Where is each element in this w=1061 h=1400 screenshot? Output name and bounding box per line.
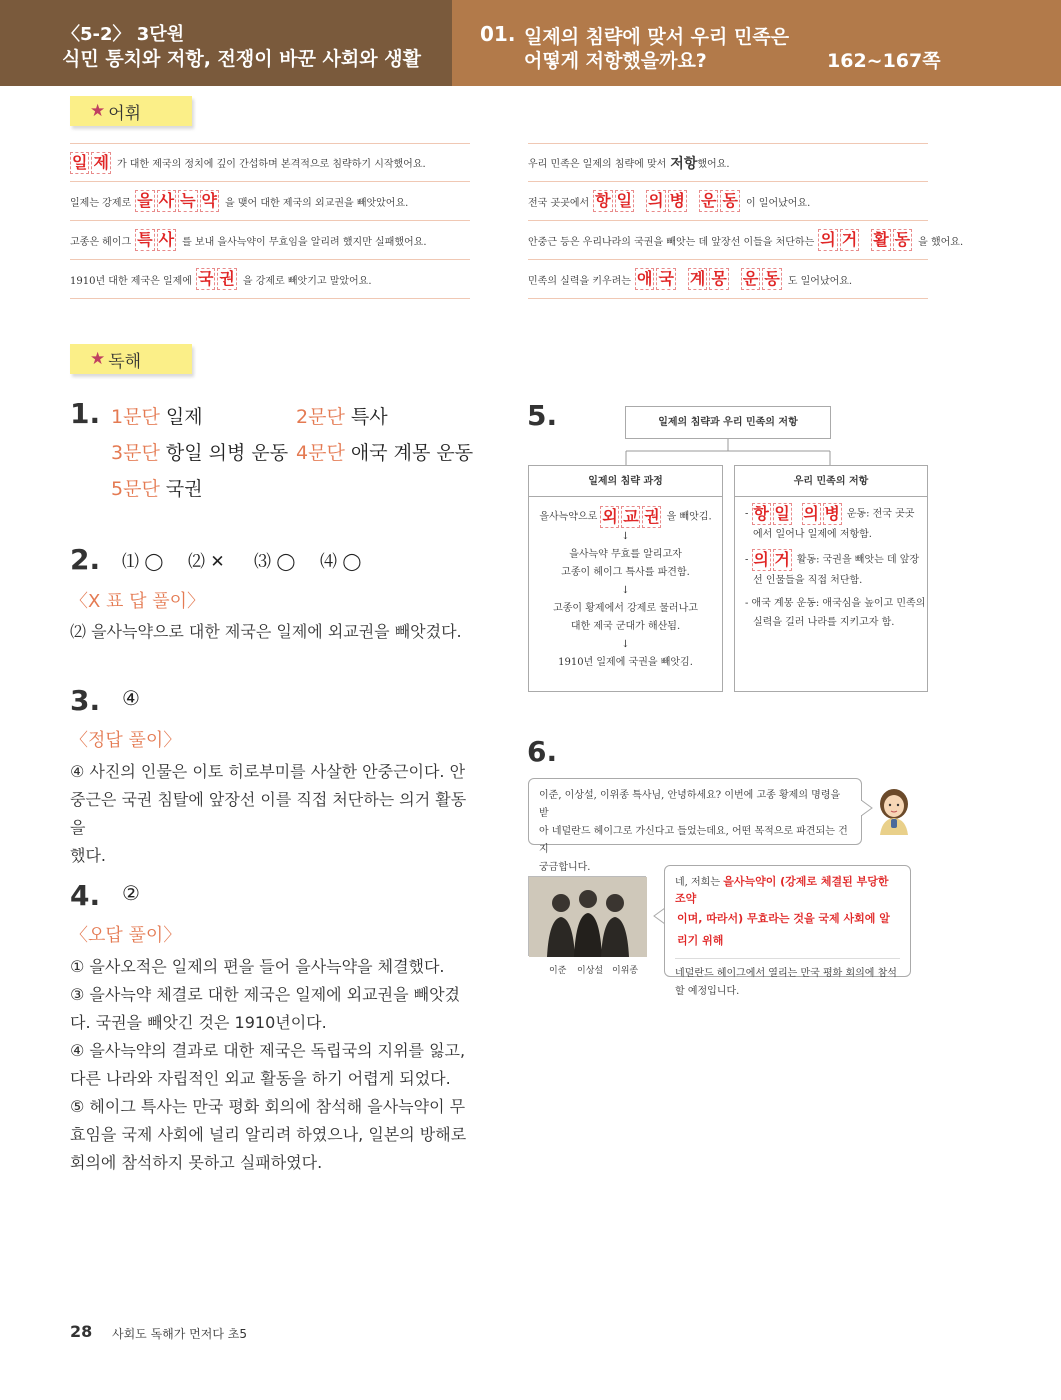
question-bubble: 이준, 이상설, 이위종 특사님, 안녕하세요? 이번에 고종 황제의 명령을 받 아 네덜란드 헤이그로 가신다고 들었는데요, 어떤 목적으로 파견되는 건지 궁금합니다. <box>528 778 862 845</box>
answer-line: 네, 저희는 을사늑약이 (강제로 체결된 부당한 조약 <box>675 875 889 905</box>
photo-caption-2: 이상설 <box>577 966 604 976</box>
vocab-left-row: 일제는 강제로 을 사 늑 약 을 맺어 대한 제국의 외교권을 빼앗았어요. <box>70 182 470 221</box>
arrow-down-icon: ↓ <box>621 531 630 542</box>
resistance-item-cont: 실력을 길러 나라를 지키고자 함. <box>753 617 895 628</box>
resistance-box <box>734 465 928 692</box>
q3-explanation: ④ 사진의 인물은 이토 히로부미를 사살한 안중근이다. 안 중근은 국권 침탈에 앞장선 이를 직접 처단하는 의거 활동을 했다. <box>70 762 467 865</box>
photo-caption-3: 이위종 <box>612 966 639 976</box>
lesson-number: 01. <box>480 22 516 46</box>
vocab-text: 도 일어났어요. <box>787 275 853 287</box>
unit-header <box>0 0 452 86</box>
resistance-item-cont: 선 인물들을 직접 처단함. <box>753 575 863 586</box>
answer-line: 네덜란드 헤이그에서 열리는 만국 평화 회의에 참석 <box>675 958 900 983</box>
vocab-text: 우리 민족은 일제의 침략에 맞서 <box>528 159 667 170</box>
vocab-right-row <box>528 221 964 260</box>
lesson-title-line1: 일제의 침략에 맞서 우리 민족은 <box>524 26 790 48</box>
q4-subhead: 〈오답 풀이〉 <box>70 925 182 946</box>
vocab-left-row: 일 제 가 대한 제국의 정치에 깊이 간섭하며 본격적으로 침략하기 시작했어요. <box>70 143 470 182</box>
keyword-boxes: 의 거 활 동 <box>820 230 911 249</box>
bubble-tail-icon <box>861 800 873 816</box>
question-number: 4. <box>70 879 101 912</box>
vocab-left-row: 고종은 헤이그 특 사 를 보내 을사늑약이 무효임을 알리려 했지만 실패했어요. <box>70 221 470 260</box>
keyword-boxes: 을 사 늑 약 <box>137 191 218 210</box>
vocab-text: 했어요. <box>697 159 730 170</box>
diagram-title: 일제의 침략과 우리 민족의 저항 <box>625 406 831 439</box>
answer-handwritten: 이며, 따라서) 무효라는 것을 국제 사회에 알리기 위해 <box>677 912 890 947</box>
keyword-boxes: 일 제 <box>72 152 109 172</box>
q2-subhead: 〈X 표 답 풀이〉 <box>70 591 206 612</box>
resistance-box-title: 우리 민족의 저항 <box>735 466 927 497</box>
question-number: 6. <box>527 735 558 768</box>
q1-item: 1문단 일제 <box>111 406 203 428</box>
flow-step: 1910년 일제에 국권을 빼앗김. <box>558 657 693 668</box>
historical-photo <box>528 876 646 956</box>
arrow-down-icon: ↓ <box>621 639 630 650</box>
star-icon: ★ <box>90 101 106 121</box>
q2-answer: ⑶ ◯ <box>254 552 296 572</box>
vocab-text: 을 했어요. <box>918 236 964 248</box>
question-number: 1. <box>70 397 101 430</box>
q2-answer: ⑷ ◯ <box>320 552 362 572</box>
vocab-right-row <box>528 143 928 182</box>
vocab-right-row <box>528 260 928 299</box>
keyword-boxes: 항 일 의 병 운 동 <box>595 191 738 210</box>
diagram-connector <box>528 439 928 465</box>
flow-step: 고종이 헤이그 특사를 파견함. <box>561 567 690 578</box>
arrow-down-icon: ↓ <box>621 585 630 596</box>
vocab-label-text: 어휘 <box>108 103 142 124</box>
resistance-item: - 애국 계몽 운동: 애국심을 높이고 민족의 <box>745 598 926 609</box>
q3-subhead: 〈정답 풀이〉 <box>70 730 182 751</box>
resistance-list <box>735 497 927 632</box>
invasion-process-box <box>528 465 723 692</box>
q2-answer: ⑵ ✕ <box>188 552 225 572</box>
vocab-text: 민족의 실력을 키우려는 <box>528 275 631 287</box>
page-number: 28 <box>70 1322 93 1341</box>
unit-label: 〈5-2〉 3단원 <box>62 24 185 45</box>
q1-item: 3문단 항일 의병 운동 <box>111 442 289 464</box>
q2-explanation: ⑵ 을사늑약으로 대한 제국은 일제에 외교권을 빼앗겼다. <box>70 622 462 641</box>
q1-item: 4문단 애국 계몽 운동 <box>296 442 474 464</box>
vocab-label <box>70 96 192 126</box>
answer-bubble <box>664 865 911 997</box>
keyword-boxes: 애 국 계 몽 운 동 <box>636 269 780 288</box>
vocab-text: 이 일어났어요. <box>745 197 811 209</box>
lesson-header <box>452 0 1061 86</box>
three-envoys-photo-icon <box>529 877 647 957</box>
q4-answer: ② <box>122 881 140 905</box>
q3-answer: ④ <box>122 686 140 710</box>
flow-step: 을사늑약으로 외 교 권 을 빼앗김. <box>539 507 712 526</box>
flow-step: 대한 제국 군대가 해산됨. <box>570 621 681 632</box>
page-range: 162~167쪽 <box>827 50 941 72</box>
answer-line: 할 예정입니다. <box>675 986 740 997</box>
vocab-left-row: 1910년 대한 제국은 일제에 국 권 을 강제로 빼앗기고 말았어요. <box>70 260 470 299</box>
reporter-icon <box>874 787 914 835</box>
resistance-item: - 의 거 활동: 국권을 빼앗는 데 앞장 <box>745 550 920 569</box>
q1-item: 2문단 특사 <box>296 406 388 428</box>
vocab-text: 안중근 등은 우리나라의 국권을 빼앗는 데 앞장선 이들을 처단하는 <box>528 236 815 248</box>
reading-label-text: 독해 <box>108 351 142 372</box>
question-number: 5. <box>527 399 558 432</box>
q2-answer: ⑴ ◯ <box>122 552 164 572</box>
reading-label <box>70 344 192 374</box>
keyword-boxes: 특 사 <box>137 230 175 249</box>
resistance-item: - 항 일 의 병 운동: 전국 곳곳 <box>745 504 915 523</box>
question-number: 3. <box>70 684 101 717</box>
flow-step: 을사늑약 무효를 알리고자 <box>569 549 682 560</box>
vocab-bold-word: 저항 <box>670 155 698 172</box>
star-icon: ★ <box>90 349 106 369</box>
photo-caption-1: 이준 <box>549 966 567 976</box>
keyword-boxes: 국 권 <box>197 269 235 288</box>
flow-step: 고종이 황제에서 강제로 물러나고 <box>553 603 698 614</box>
unit-title: 식민 통치와 저항, 전쟁이 바꾼 사회와 생활 <box>62 48 421 70</box>
q4-explanation: ① 을사오적은 일제의 편을 들어 을사늑약을 체결했다. ③ 을사늑약 체결로 대한 제국은 일제에 외교권을 빼앗겼 다. 국권을 빼앗긴 것은 1910년이다. ④ 을사늑약의 결과로 대한 제국은 독립국의 지위를 잃고, 다른 나라와 자립적인 외교 활동을 하기 어렵게 되었다. ⑤ 헤이그 특사는 만국 평화 회의에 참석해 을사늑약이 무 효임을 국제 사회에 널리 알리려 하였으나, 일본의 방해로 회의에 참석하지 못하고 실패하였다. <box>70 957 467 1172</box>
q1-item: 5문단 국권 <box>111 478 203 500</box>
book-title: 사회도 독해가 먼저다 초5 <box>112 1327 247 1341</box>
lesson-title-line2: 어떻게 저항했을까요? <box>524 50 707 72</box>
vocab-right-row <box>528 182 928 221</box>
resistance-item-cont: 에서 일어나 일제에 저항함. <box>753 529 872 540</box>
vocab-text: 전국 곳곳에서 <box>528 197 590 209</box>
question-number: 2. <box>70 543 101 576</box>
invasion-box-title: 일제의 침략 과정 <box>529 466 722 497</box>
